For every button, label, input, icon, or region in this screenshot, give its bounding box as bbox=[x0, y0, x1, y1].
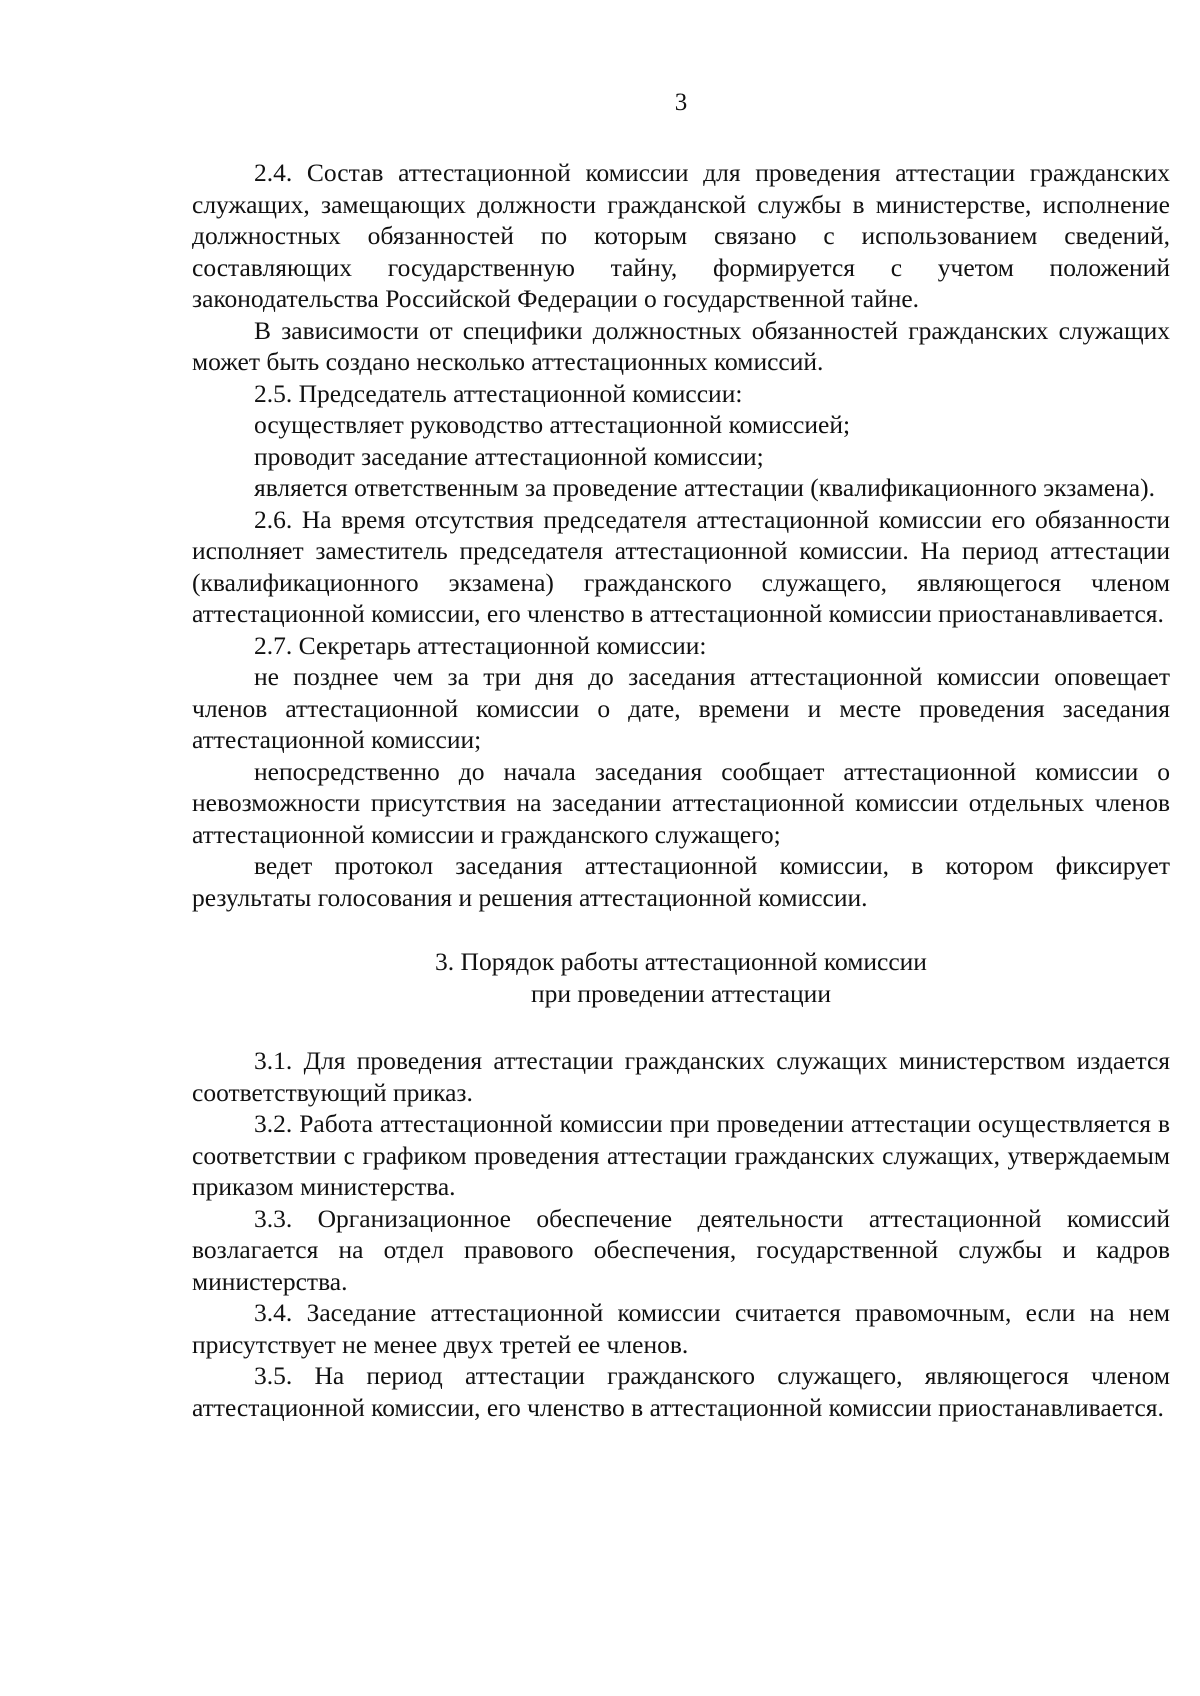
page-number: 3 bbox=[674, 89, 688, 116]
secretary-duty-notify: не позднее чем за три дня до заседания аттестационной комиссии оповещает членов аттестационной комиссии о дате, времени и месте проведения заседания аттестационной комиссии; bbox=[192, 662, 1170, 754]
section-2-continuation bbox=[192, 157, 1170, 913]
section-3-heading-line-2: при проведении аттестации bbox=[531, 979, 831, 1008]
paragraph-2-6: 2.6. На время отсутствия председателя аттестационной комиссии его обязанности исполняет заместитель председателя аттестационной комиссии. На период аттестации (квалификационного экзамена) гражданского служащего, являющегося членом аттестационной комиссии, его членство в аттестационной комиссии приостанавливается. bbox=[192, 504, 1170, 628]
paragraph-3-2: 3.2. Работа аттестационной комиссии при проведении аттестации осуществляется в соответствии с графиком проведения аттестации гражданских служащих, утверждаемым приказом министерства. bbox=[192, 1109, 1170, 1201]
paragraph-3-4: 3.4. Заседание аттестационной комиссии считается правомочным, если на нем присутствует не менее двух третей ее членов. bbox=[192, 1298, 1170, 1359]
secretary-duty-report-absence: непосредственно до начала заседания сообщает аттестационной комиссии о невозможности присутствия на заседании аттестационной комиссии отдельных членов аттестационной комиссии и гражданского служащего; bbox=[192, 756, 1170, 849]
section-3 bbox=[192, 1045, 1170, 1423]
paragraph-2-4: 2.4. Состав аттестационной комиссии для проведения аттестации гражданских служащих, замещающих должности гражданской службы в министерстве, исполнение должностных обязанностей по которым связано с использованием сведений, составляющих государственную тайну, формируется с учетом положений законодательства Российской Федерации о государственной тайне. bbox=[192, 158, 1170, 313]
section-3-heading-line-1: 3. Порядок работы аттестационной комиссии bbox=[435, 947, 927, 976]
section-3-heading bbox=[192, 946, 1170, 1010]
chairman-duty-meeting: проводит заседание аттестационной комиссии; bbox=[254, 441, 764, 471]
paragraph-3-5: 3.5. На период аттестации гражданского служащего, являющегося членом аттестационной комиссии, его членство в аттестационной комиссии приостанавливается. bbox=[192, 1361, 1170, 1422]
chairman-duty-responsibility: является ответственным за проведение аттестации (квалификационного экзамена). bbox=[254, 473, 1155, 502]
paragraph-2-5: 2.5. Председатель аттестационной комиссии: bbox=[254, 378, 743, 408]
paragraph-multiple-commissions: В зависимости от специфики должностных обязанностей гражданских служащих может быть создано несколько аттестационных комиссий. bbox=[192, 315, 1170, 376]
paragraph-3-3: 3.3. Организационное обеспечение деятельности аттестационной комиссий возлагается на отдел правового обеспечения, государственной службы и кадров министерства. bbox=[192, 1203, 1170, 1296]
document-page bbox=[192, 0, 1170, 1696]
paragraph-2-7: 2.7. Секретарь аттестационной комиссии: bbox=[254, 630, 707, 660]
paragraph-3-1: 3.1. Для проведения аттестации гражданских служащих министерством издается соответствующий приказ. bbox=[192, 1046, 1170, 1107]
document-body bbox=[192, 157, 1170, 1423]
secretary-duty-protocol: ведет протокол заседания аттестационной комиссии, в котором фиксирует результаты голосования и решения аттестационной комиссии. bbox=[192, 851, 1170, 912]
chairman-duty-leadership: осуществляет руководство аттестационной комиссией; bbox=[254, 410, 851, 439]
